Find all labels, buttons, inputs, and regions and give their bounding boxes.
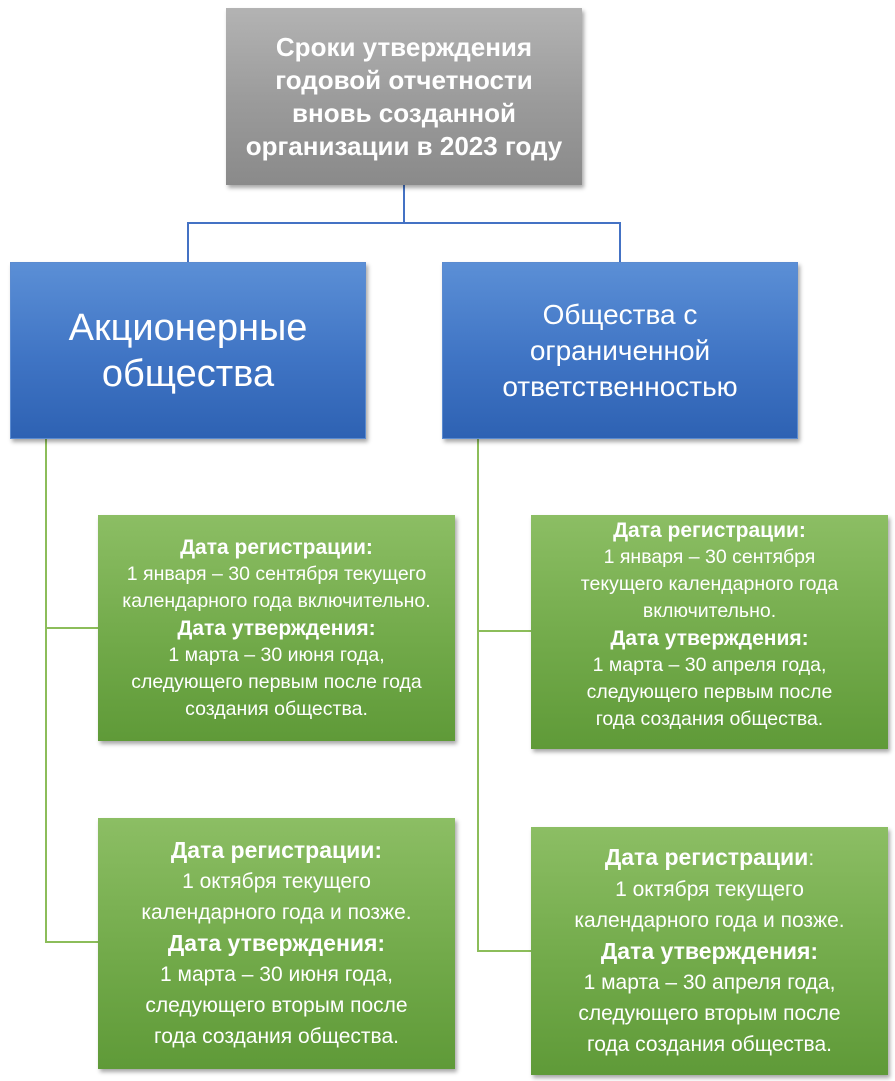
connector-ooo-card2 — [477, 950, 532, 952]
registration-label: Дата регистрации: — [180, 535, 373, 559]
connector-horizontal — [187, 222, 620, 224]
registration-colon: : — [808, 847, 815, 870]
root-node — [226, 8, 582, 185]
connector-ooo-card1 — [477, 630, 532, 632]
approval-text: следующего вторым после — [145, 994, 408, 1017]
approval-text: 1 марта – 30 июня года, — [168, 643, 385, 666]
category-joint-stock — [10, 262, 366, 439]
ooo-card-late-registration — [531, 827, 888, 1075]
approval-text: 1 марта – 30 апреля года, — [583, 971, 836, 994]
registration-text: включительно. — [642, 600, 777, 622]
approval-text: создания общества. — [185, 697, 368, 720]
registration-text: 1 октября текущего — [615, 878, 804, 901]
approval-text: 1 марта – 30 июня года, — [160, 963, 393, 986]
registration-text: текущего календарного года — [580, 573, 839, 595]
category-llc — [442, 262, 798, 439]
connector-ao-card2 — [45, 941, 99, 943]
approval-text: следующего первым после — [586, 681, 833, 703]
approval-label: Дата утверждения: — [167, 930, 386, 956]
approval-text: года создания общества. — [154, 1025, 399, 1048]
approval-text: 1 марта – 30 апреля года, — [592, 654, 827, 676]
ao-card-late-registration — [98, 818, 455, 1069]
registration-label: Дата регистрации: — [613, 519, 806, 542]
category-title-line: общества — [101, 352, 275, 395]
connector-ao-vertical — [45, 439, 47, 943]
approval-label: Дата утверждения: — [610, 627, 809, 650]
approval-text: следующего первым после года — [131, 670, 422, 693]
connector-ao-card1 — [45, 627, 99, 629]
registration-label: Дата регистрации — [604, 844, 809, 870]
registration-heading — [605, 842, 814, 874]
connector-root-down — [403, 185, 405, 223]
ooo-card-early-registration — [531, 515, 888, 749]
root-line: годовой отчетности — [275, 64, 533, 95]
approval-text: года создания общества. — [587, 1033, 832, 1056]
approval-text: следующего вторым после — [578, 1002, 841, 1025]
approval-label: Дата утверждения: — [600, 938, 819, 964]
registration-text: календарного года и позже. — [141, 901, 412, 924]
registration-text: календарного года и позже. — [574, 909, 845, 932]
registration-text: 1 октября текущего — [182, 870, 371, 893]
category-title-line: Общества с — [542, 298, 698, 330]
connector-ooo-vertical — [477, 439, 479, 952]
registration-label: Дата регистрации: — [170, 837, 383, 863]
category-title-line: Акционерные — [68, 306, 308, 349]
approval-label: Дата утверждения: — [177, 616, 376, 640]
category-title-line: ответственностью — [502, 370, 738, 402]
registration-text: 1 января – 30 сентября — [603, 546, 816, 568]
category-title-line: ограниченной — [529, 334, 711, 366]
root-line: организации в 2023 году — [245, 130, 563, 161]
root-line: вновь созданной — [292, 97, 516, 128]
approval-text: года создания общества. — [595, 708, 824, 730]
root-line: Сроки утверждения — [275, 31, 533, 62]
connector-to-ooo — [619, 222, 621, 262]
ao-card-early-registration — [98, 515, 455, 741]
connector-to-ao — [187, 222, 189, 262]
registration-text: 1 января – 30 сентября текущего — [126, 562, 427, 585]
registration-text: календарного года включительно. — [122, 589, 431, 612]
